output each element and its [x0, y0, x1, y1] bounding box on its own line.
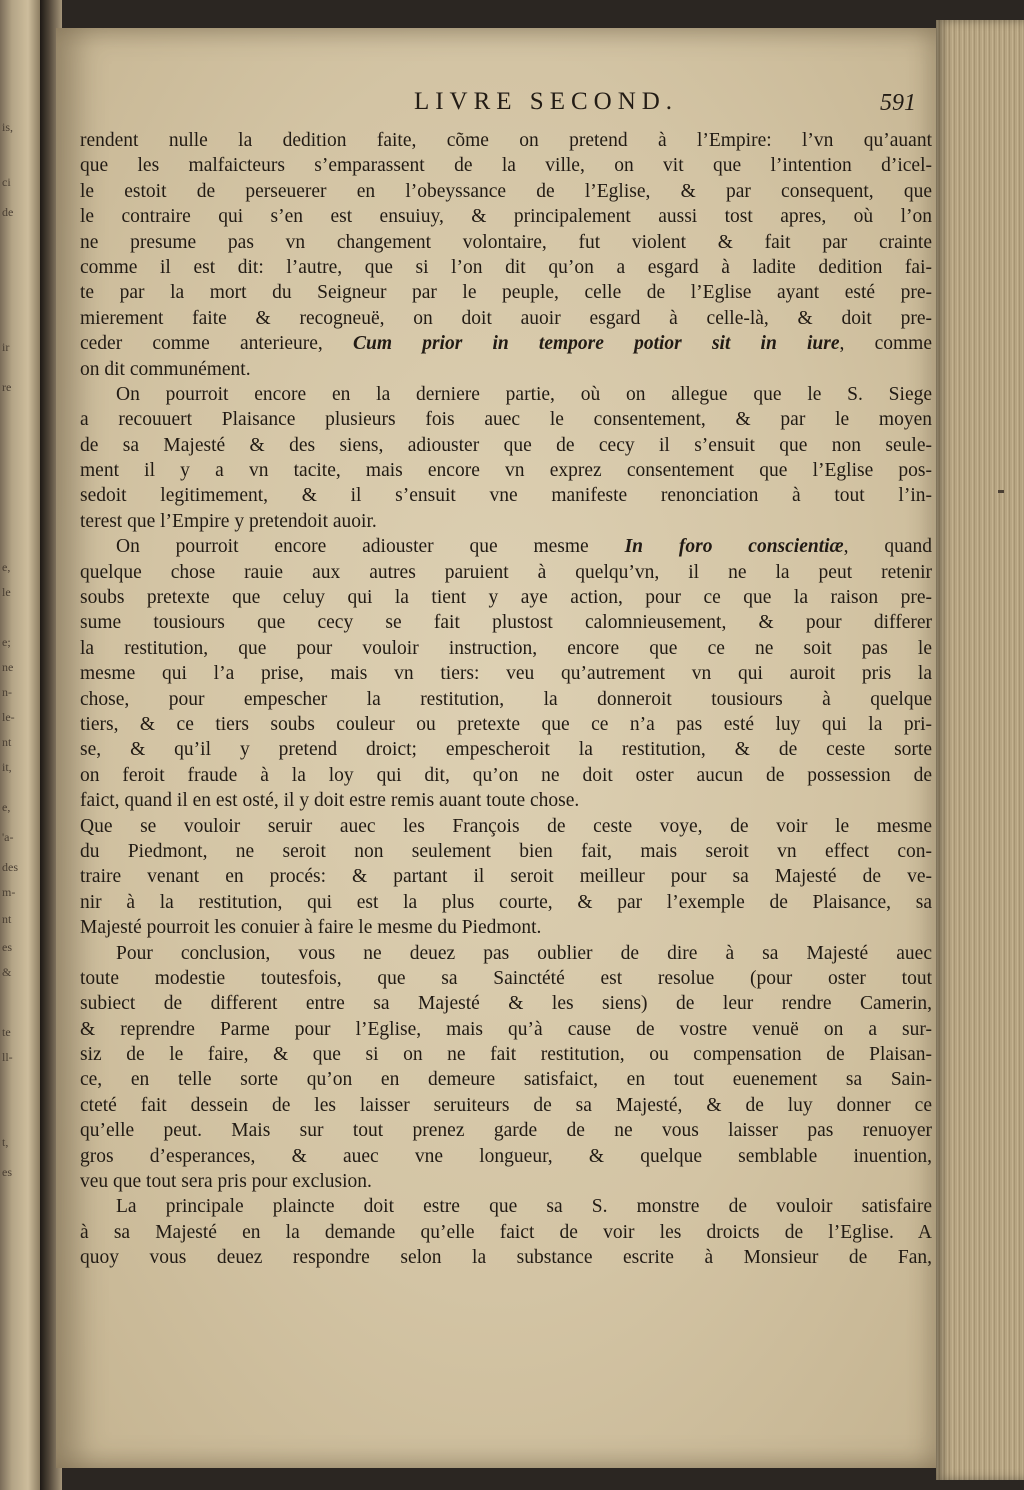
text-line-content: ceder comme anterieure, [80, 333, 323, 355]
left-page-text-fragment: is, [2, 120, 14, 134]
text-line [80, 712, 932, 737]
text-line-content: sume tousiours que cecy se fait plustost calomnieusement, & pour differer [80, 612, 932, 634]
text-line-content: On pourroit encore en la derniere partie, où on allegue que le S. Siege [116, 383, 932, 405]
left-page-text-fragment: le [2, 585, 11, 599]
text-line-content: veu que tout sera pris pour exclusion. [80, 1171, 372, 1193]
text-line-content: On pourroit encore adiouster que mesme [116, 536, 589, 558]
text-line [80, 534, 932, 559]
text-line [80, 737, 932, 762]
text-line [80, 585, 932, 610]
text-line [80, 1093, 932, 1118]
text-line-content: Que se vouloir seruir auec les François de ceste voye, de voir le mesme [80, 815, 932, 837]
text-line-content: du Piedmont, ne seroit non seulement bien fait, mais seroit vn effect con- [80, 840, 932, 862]
text-line [80, 890, 932, 915]
text-line-tail: , quand [843, 536, 932, 558]
text-line [80, 280, 932, 305]
text-line [80, 433, 932, 458]
text-line-content: subiect de different entre sa Majesté & les siens) de leur rendre Camerin, [80, 993, 932, 1015]
left-page-text-fragment: it, [2, 760, 12, 774]
text-line-content: que les malfaicteurs s’emparassent de la ville, on vit que l’intention d’icel- [80, 155, 932, 177]
text-line [80, 306, 932, 331]
fore-edge-mark [998, 490, 1004, 493]
text-line-content: ment il y a vn tacite, mais encore vn exprez consentement que l’Eglise pos- [80, 460, 932, 482]
text-line [80, 839, 932, 864]
text-line-content: nir à la restitution, qui est la plus courte, & par l’exemple de Plaisance, sa [80, 891, 932, 913]
left-page-text-fragment: e, [2, 560, 11, 574]
text-line-content: gros d’esperances, & auec vne longueur, & quelque semblable inuention, [80, 1145, 932, 1167]
left-page-text-fragment: ir [2, 340, 10, 354]
left-page-text-fragment: ll- [2, 1050, 13, 1064]
text-line-content: comme il est dit: l’autre, que si l’on dit qu’on a esgard à ladite dedition fai- [80, 256, 932, 278]
text-line [80, 1144, 932, 1169]
text-line-content: on dit communément. [80, 358, 251, 380]
left-page-text-fragment: m- [2, 885, 16, 899]
text-line [80, 1220, 932, 1245]
text-line [80, 1067, 932, 1092]
text-line-content: traire venant en procés: & partant il seroit meilleur pour sa Majesté de ve- [80, 866, 932, 888]
left-page-text-fragment: e; [2, 635, 11, 649]
text-line [80, 636, 932, 661]
left-page-text-fragment: e, [2, 800, 11, 814]
text-line-content: sedoit legitimement, & il s’ensuit vne manifeste renonciation à tout l’in- [80, 485, 932, 507]
left-page-text-fragment: n- [2, 685, 12, 699]
running-head: LIVRE SECOND. [413, 88, 679, 115]
text-line [80, 331, 932, 356]
left-page-text-fragment: t, [2, 1135, 9, 1149]
page-fore-edge [936, 20, 1024, 1480]
book-page [56, 28, 936, 1468]
text-line [80, 407, 932, 432]
left-page-text-fragment: re [2, 380, 12, 394]
text-line-content: Pour conclusion, vous ne deuez pas oublier de dire à sa Majesté auec [116, 942, 932, 964]
latin-phrase: Cum prior in tempore potior sit in iure [352, 333, 840, 355]
text-line [80, 991, 932, 1016]
text-line-content: se, & qu’il y pretend droict; empescheroit la restitution, & de ceste sorte [80, 739, 932, 761]
text-line-content: & reprendre Parme pour l’Eglise, mais qu’à cause de vostre venuë on a sur- [80, 1018, 932, 1040]
text-line-tail: , comme [839, 333, 932, 355]
text-line [80, 357, 932, 382]
text-line-content: siz de le faire, & que si on ne fait restitution, ou compensation de Plaisan- [80, 1044, 932, 1066]
text-line [80, 1169, 932, 1194]
text-line-content: chose, pour empescher la restitution, la donneroit tousiours à quelque [80, 688, 932, 710]
text-line-content: terest que l’Empire y pretendoit auoir. [80, 510, 377, 532]
text-line-content: le estoit de perseuerer en l’obeyssance de l’Eglise, & par consequent, que [80, 180, 932, 202]
left-page-text-fragment: te [2, 1025, 11, 1039]
left-page-text-fragment: 'a- [2, 830, 14, 844]
left-page-text-fragment: ne [2, 660, 14, 674]
text-line [80, 788, 932, 813]
text-line-content: le contraire qui s’en est ensuiuy, & principalement aussi tost apres, où l’on [80, 206, 932, 228]
text-line [80, 382, 932, 407]
text-line-content: tiers, & ce tiers soubs couleur ou pretexte que ce n’a pas esté luy qui la pri- [80, 713, 932, 735]
text-line [80, 941, 932, 966]
text-line-content: rendent nulle la dedition faite, cõme on pretend à l’Empire: l’vn qu’auant [80, 130, 932, 151]
text-line-content: quoy vous deuez respondre selon la substance escrite à Monsieur de Fan, [80, 1247, 932, 1269]
text-line [80, 814, 932, 839]
text-line [80, 509, 932, 534]
text-line [80, 128, 932, 153]
left-page-text-fragment: des [2, 860, 18, 874]
left-page-text-fragment: nt [2, 735, 12, 749]
text-line-content: Majesté pourroit les conuier à faire le mesme du Piedmont. [80, 917, 542, 939]
text-line [80, 1042, 932, 1067]
left-page-text-fragment: le- [2, 710, 15, 724]
text-line-content: quelque chose rauie aux autres paruient à quelqu’vn, il ne la peut retenir [80, 561, 932, 583]
text-line-content: mesme qui l’a prise, mais vn tiers: veu qu’autrement vn qui auroit pris la [80, 663, 932, 685]
text-line-content: a recouuert Plaisance plusieurs fois auec le consentement, & par le moyen [80, 409, 932, 431]
text-line-content: cteté fait dessein de les laisser seruiteurs de sa Majesté, & de luy donner ce [80, 1094, 932, 1116]
left-page-text-fragment: es [2, 1165, 12, 1179]
text-line [80, 1118, 932, 1143]
left-page-text-fragment: nt [2, 912, 12, 926]
text-line-content: mierement faite & recogneuë, on doit auoir esgard à celle-là, & doit pre- [80, 307, 932, 329]
text-line [80, 610, 932, 635]
text-line [80, 864, 932, 889]
text-line-content: ne presume pas vn changement volontaire, fut violent & fait par crainte [80, 231, 932, 253]
text-line-content: faict, quand il en est osté, il y doit estre remis auant toute chose. [80, 790, 580, 812]
text-line-content: on feroit fraude à la loy qui dit, qu’on ne doit oster aucun de possession de [80, 764, 932, 786]
text-line [80, 483, 932, 508]
text-line [80, 1194, 932, 1219]
text-line-content: soubs pretexte que celuy qui la tient y aye action, pour ce que la raison pre- [80, 587, 932, 609]
text-line-content: te par la mort du Seigneur par le peuple, celle de l’Eglise ayant esté pre- [80, 282, 932, 304]
text-line [80, 687, 932, 712]
left-page-text-fragment: ci [2, 175, 11, 189]
body-text [80, 128, 932, 1271]
text-line [80, 966, 932, 991]
text-line [80, 153, 932, 178]
adjacent-left-page [0, 0, 40, 1490]
left-page-text-fragment: & [2, 965, 12, 979]
text-line [80, 560, 932, 585]
text-line [80, 1245, 932, 1270]
left-page-text-fragment: de [2, 205, 14, 219]
text-line [80, 458, 932, 483]
text-line [80, 661, 932, 686]
page-number: 591 [880, 90, 916, 116]
text-line [80, 179, 932, 204]
latin-phrase: In foro conscientiæ [624, 536, 844, 558]
text-line [80, 1017, 932, 1042]
text-line-content: la restitution, que pour vouloir instruction, encore que ce ne soit pas le [80, 637, 932, 659]
text-line-content: La principale plaincte doit estre que sa S. monstre de vouloir satisfaire [116, 1196, 932, 1218]
text-line [80, 255, 932, 280]
text-line [80, 204, 932, 229]
text-line [80, 915, 932, 940]
text-line [80, 763, 932, 788]
text-line-content: ce, en telle sorte qu’on en demeure satisfaict, en tout euenement sa Sain- [80, 1069, 932, 1091]
text-line-content: qu’elle peut. Mais sur tout prenez garde de ne vous laisser pas renuoyer [80, 1120, 932, 1142]
text-line-content: de sa Majesté & des siens, adiouster que de cecy il s’ensuit que non seule- [80, 434, 932, 456]
left-page-text-fragment: es [2, 940, 12, 954]
text-line [80, 230, 932, 255]
text-line-content: toute modestie toutesfois, que sa Sainctété est resolue (pour oster tout [80, 967, 932, 989]
text-line-content: à sa Majesté en la demande qu’elle faict de voir les droicts de l’Eglise. A [80, 1221, 932, 1243]
